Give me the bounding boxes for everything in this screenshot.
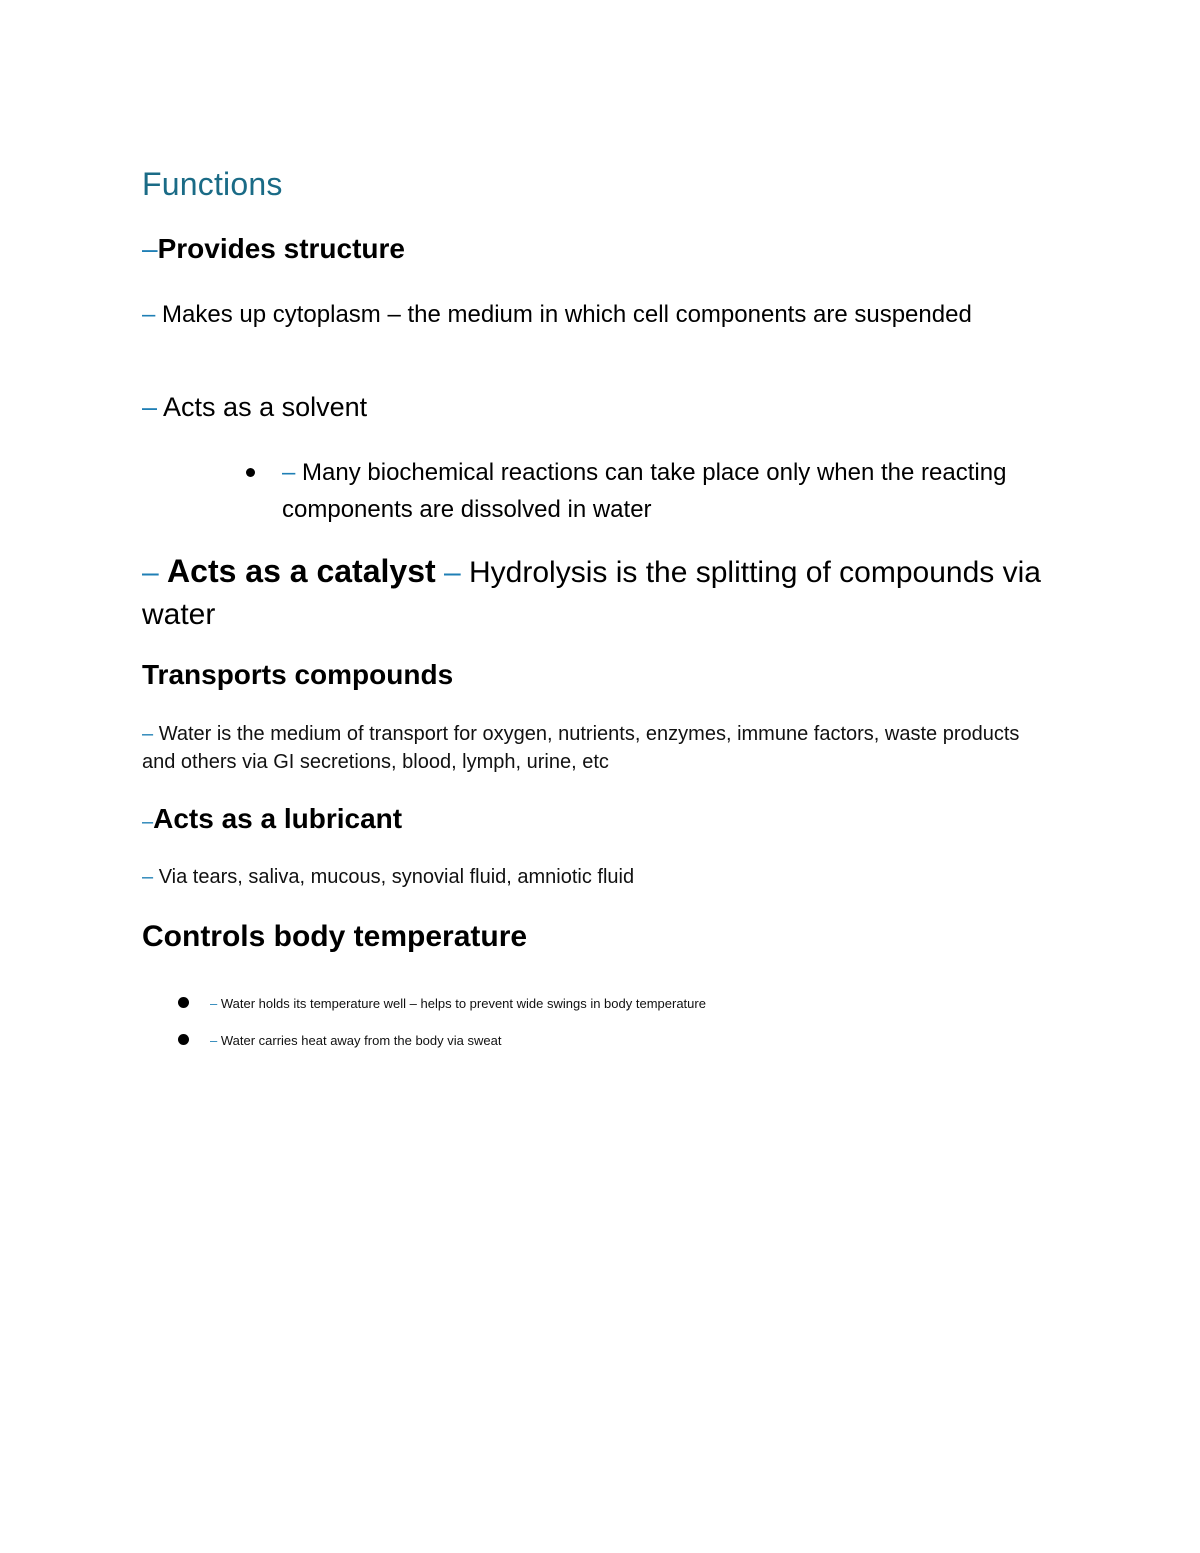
acts-lubricant-text: Acts as a lubricant <box>153 803 403 834</box>
dash-marker: – <box>142 301 156 328</box>
dash-marker: – <box>282 459 296 486</box>
catalyst-detail-text: Hydrolysis is the splitting of compounds via water <box>142 556 1041 631</box>
acts-solvent-text: Acts as a solvent <box>163 392 368 422</box>
temperature-bullet-text-wrapper <box>210 1033 501 1048</box>
dash-marker: – <box>142 811 154 833</box>
makes-up-text: Makes up cytoplasm – the medium in which cell components are suspended <box>162 301 972 328</box>
dash-marker: – <box>210 1033 218 1048</box>
dash-marker: – <box>443 556 461 589</box>
dash-marker: – <box>210 996 218 1011</box>
lubricant-detail-paragraph <box>142 866 634 889</box>
document-page <box>142 0 1052 1553</box>
temperature-bullet-text: Water holds its temperature well – helps to prevent wide swings in body temperature <box>220 996 706 1011</box>
bullet-icon <box>246 468 255 477</box>
dash-marker: – <box>142 233 158 264</box>
acts-catalyst-paragraph <box>142 550 1052 636</box>
dash-marker: – <box>142 723 154 745</box>
transport-detail-text: Water is the medium of transport for oxygen, nutrients, enzymes, immune factors, waste products and others via GI secretions, blood, lymph, urine, etc <box>142 723 1020 773</box>
solvent-bullet-text: Many biochemical reactions can take place only when the reacting components are dissolved in water <box>282 459 1007 523</box>
provides-structure-heading <box>142 233 405 265</box>
makes-up-cytoplasm-paragraph <box>142 296 1022 333</box>
dash-marker: – <box>142 866 154 888</box>
dash-marker: – <box>142 392 158 422</box>
section-title: Functions <box>142 166 283 202</box>
temperature-bullet-text-wrapper <box>210 996 706 1011</box>
provides-structure-text: Provides structure <box>157 233 405 264</box>
dash-marker: – <box>142 556 159 589</box>
bullet-icon <box>178 1034 189 1045</box>
transport-detail-paragraph <box>142 720 1022 776</box>
acts-catalyst-text: Acts as a catalyst <box>167 553 436 589</box>
solvent-bullet-text-wrapper <box>282 454 1042 528</box>
lubricant-detail-text: Via tears, saliva, mucous, synovial fluid, amniotic fluid <box>158 866 635 888</box>
bullet-icon <box>178 997 189 1008</box>
acts-lubricant-heading <box>142 803 402 835</box>
controls-temperature-heading: Controls body temperature <box>142 920 528 953</box>
temperature-bullet-text: Water carries heat away from the body via sweat <box>220 1033 502 1048</box>
acts-solvent-paragraph <box>142 392 367 423</box>
transports-compounds-heading: Transports compounds <box>142 659 454 690</box>
